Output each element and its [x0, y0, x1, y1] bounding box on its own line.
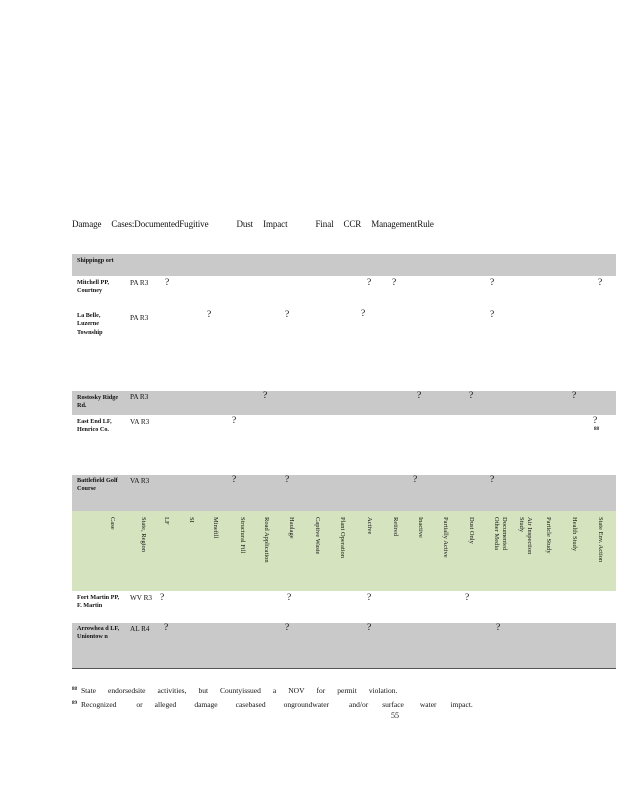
table-row [72, 591, 616, 623]
footnote-word: Recognized [81, 700, 117, 709]
site-name: Shippingp ort [77, 257, 114, 264]
mark-inactive: ? [413, 475, 418, 485]
column-header: Plant Operation [339, 517, 346, 558]
table-row [72, 391, 616, 415]
footnote-ref: 88 [594, 427, 599, 432]
column-header: State, Region [140, 517, 147, 553]
title-word: Impact [263, 219, 288, 229]
footnote-word: alleged [154, 700, 177, 709]
state-region: AL R4 [130, 625, 150, 633]
column-header: Health Study [571, 517, 578, 552]
mark-active: ? [361, 309, 366, 319]
column-header: Minefill [212, 517, 219, 539]
column-header: Haulage [288, 517, 295, 539]
table-row [72, 254, 616, 276]
mark-lf: ? [164, 623, 169, 633]
state-region: VA R3 [130, 418, 150, 426]
mark-active: ? [367, 278, 372, 288]
mark-structural-fill: ? [232, 416, 237, 426]
table-title [72, 219, 434, 229]
state-region: WV R3 [130, 594, 153, 602]
column-header: SI [188, 517, 195, 523]
footnote-word: activities, [157, 686, 187, 695]
table-row [72, 276, 616, 367]
damage-cases-table [72, 254, 616, 669]
footnote-marker: 89 [72, 700, 77, 706]
state-region: PA R3 [130, 314, 149, 322]
mark-dust-only: ? [469, 391, 474, 401]
column-header: Partially Active [442, 517, 449, 558]
row-spacer [72, 367, 616, 391]
column-header: Retired [392, 517, 399, 537]
site-name: La Belle, Luzerne Township [77, 312, 103, 336]
table-header-row [72, 511, 616, 591]
footnote-word: permit [337, 686, 357, 695]
footnote-word: endorsedsite [108, 686, 146, 695]
column-header: Road Application [263, 517, 270, 563]
column-header: Captive Waste [314, 517, 321, 555]
footnote [72, 686, 409, 695]
footnote-word: ongroundwater [283, 700, 330, 709]
footnote-word: but [198, 686, 209, 695]
state-region: PA R3 [130, 393, 149, 401]
title-word: ManagementRule [371, 219, 434, 229]
title-word: CCR [343, 219, 362, 229]
mark-documented-other: ? [496, 623, 501, 633]
mark-lf: ? [160, 593, 165, 603]
mark-lf: ? [165, 278, 170, 288]
column-header: Documented Other Media [493, 517, 508, 551]
mark-haulage: ? [287, 593, 292, 603]
table-row [72, 415, 616, 451]
mark-haulage: ? [285, 623, 290, 633]
site-name: Battlefield Golf Course [77, 477, 118, 493]
column-header: Particle Study [545, 517, 552, 554]
mark-minefill: ? [207, 310, 212, 320]
mark-documented-other: ? [490, 278, 495, 288]
column-header: Dust Only [468, 517, 475, 544]
mark-haulage: ? [285, 475, 290, 485]
mark-state-action: ? [598, 278, 603, 288]
footnote-word: damage [194, 700, 218, 709]
state-region: PA R3 [130, 279, 149, 287]
footnote-word: water [419, 700, 437, 709]
column-header: Active [366, 517, 373, 535]
title-word: Cases:DocumentedFugitive [111, 219, 209, 229]
footnote-word: or [136, 700, 143, 709]
mark-active: ? [367, 623, 372, 633]
table-row [72, 475, 616, 511]
footnote-word: State [81, 686, 96, 695]
mark-haulage: ? [285, 310, 290, 320]
site-name: Rostosky Ridge Rd. [77, 394, 119, 410]
footnote-word: for [316, 686, 326, 695]
site-name: Fort Martin PP, F. Martin [77, 594, 120, 610]
footnote [72, 700, 485, 709]
page-number: 55 [391, 711, 399, 720]
column-header: State Env. Action [597, 517, 604, 563]
mark-dust-only: ? [465, 593, 470, 603]
title-word: Final [315, 219, 334, 229]
mark-state-action: ? [593, 416, 598, 426]
state-region: VA R3 [130, 477, 150, 485]
footnote-word: a [272, 686, 277, 695]
mark-structural-fill: ? [232, 475, 237, 485]
mark-health-study: ? [572, 391, 577, 401]
footnote-word: NOV [288, 686, 305, 695]
column-header: Inactive [417, 517, 424, 538]
column-header: Case [109, 517, 116, 530]
row-spacer [72, 451, 616, 475]
footnote-word: casebased [235, 700, 266, 709]
column-header: LF [163, 517, 170, 525]
site-name: Arrowhea d LF, Uniontow n [77, 625, 120, 641]
title-word: Dust [236, 219, 254, 229]
mark-documented-other: ? [490, 475, 495, 485]
mark-retired: ? [392, 278, 397, 288]
site-name: East End LF, Henrico Co. [77, 418, 112, 434]
column-header: Structural Fill [239, 517, 246, 554]
footnote-word: impact. [450, 700, 473, 709]
footnote-word: Countyissued [220, 686, 261, 695]
footnote-word: surface [382, 700, 404, 709]
column-header: Air Inspection Study [518, 517, 533, 555]
table-row [72, 623, 616, 669]
mark-documented-other: ? [490, 310, 495, 320]
title-word: Damage [72, 219, 102, 229]
footnote-marker: 88 [72, 686, 77, 692]
mark-inactive: ? [417, 391, 422, 401]
mark-active: ? [367, 593, 372, 603]
footnote-word: and/or [349, 700, 369, 709]
site-name: Mitchell PP, Courtney [77, 279, 110, 295]
mark-road-application: ? [263, 391, 268, 401]
footnote-word: violation. [368, 686, 398, 695]
